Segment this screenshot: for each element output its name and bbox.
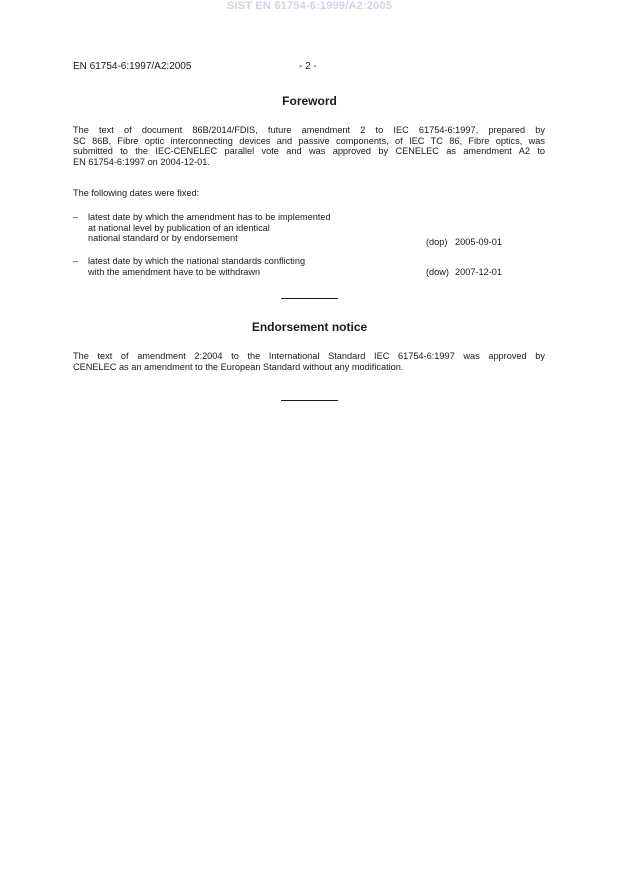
document-id: EN 61754-6:1997/A2:2005: [73, 61, 192, 72]
date-item-dop: [88, 212, 331, 244]
list-dash: –: [73, 212, 79, 222]
foreword-line: submitted to the IEC-CENELEC parallel vote and was approved by CENELEC as amendment A2 to: [73, 146, 545, 156]
foreword-title: Foreword: [282, 94, 337, 108]
list-dash: –: [73, 256, 79, 266]
foreword-line: EN 61754-6:1997 on 2004-12-01.: [73, 156, 210, 167]
date-code-dop: (dop): [426, 237, 448, 247]
dates-intro: The following dates were fixed:: [73, 188, 200, 198]
date-code-dow: (dow): [426, 267, 449, 277]
endorsement-paragraph: [73, 351, 545, 372]
foreword-line: The text of document 86B/2014/FDIS, future amendment 2 to IEC 61754-6:1997, prepared by: [73, 125, 545, 135]
watermark: SIST EN 61754-6:1999/A2:2005: [226, 0, 393, 12]
date-item-dow: [88, 256, 305, 277]
separator-rule: [281, 298, 338, 299]
foreword-line: SC 86B, Fibre optic interconnecting devices and passive components, of IEC TC 86, Fibre optics, was: [73, 135, 545, 146]
page-number: - 2 -: [299, 61, 317, 72]
date-value-dow: 2007-12-01: [455, 267, 502, 277]
date-item-line: with the amendment have to be withdrawn: [88, 266, 261, 277]
date-item-line: at national level by publication of an identical: [88, 222, 270, 233]
foreword-paragraph: [73, 125, 545, 167]
date-value-dop: 2005-09-01: [455, 237, 502, 247]
endorsement-line: The text of amendment 2:2004 to the International Standard IEC 61754-6:1997 was approved by: [73, 351, 545, 361]
separator-rule: [281, 400, 338, 401]
date-item-line: national standard or by endorsement: [88, 233, 238, 243]
endorsement-line: CENELEC as an amendment to the European Standard without any modification.: [73, 361, 404, 372]
endorsement-title: Endorsement notice: [251, 320, 368, 334]
date-item-line: latest date by which the national standards conflicting: [88, 256, 306, 266]
date-item-line: latest date by which the amendment has to be implemented: [88, 212, 331, 222]
